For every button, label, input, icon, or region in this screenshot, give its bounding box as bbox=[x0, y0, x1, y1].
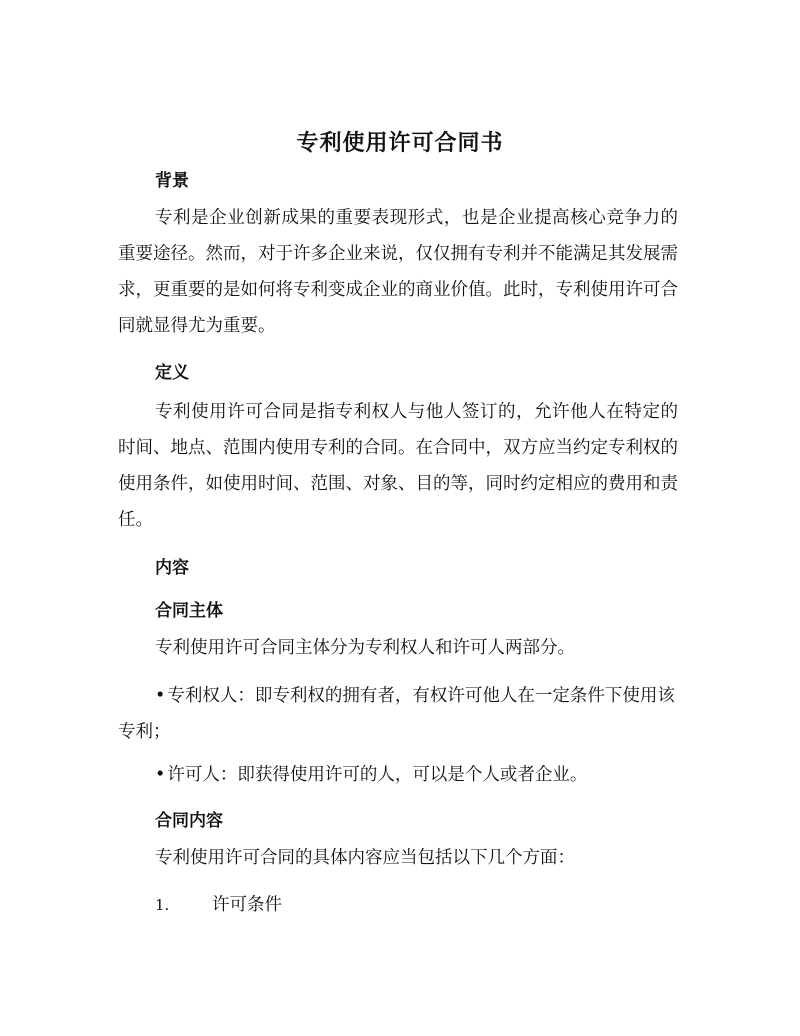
bullet-icon: • bbox=[155, 765, 166, 785]
heading-content: 内容 bbox=[155, 558, 189, 578]
bullet-item-licensee bbox=[118, 757, 678, 793]
paragraph-parties: 专利使用许可合同主体分为专利权人和许可人两部分。 bbox=[155, 638, 575, 658]
heading-background: 背景 bbox=[155, 171, 189, 191]
item-label: 许可条件 bbox=[212, 895, 282, 915]
paragraph-background: 专利是企业创新成果的重要表现形式，也是企业提高核心竞争力的重要途径。然而，对于许多企业来说，仅仅拥有专利并不能满足其发展需求，更重要的是如何将专利变成企业的商业价值。此时，专利使用许可合同就显得尤为重要。 bbox=[118, 208, 678, 336]
bullet-text: 专利权人：即专利权的拥有者，有权许可他人在一定条件下使用该专利； bbox=[118, 686, 675, 742]
item-number: 1. bbox=[155, 896, 170, 914]
document-title: 专利使用许可合同书 bbox=[296, 130, 504, 156]
bullet-item-patentee bbox=[118, 678, 678, 750]
paragraph-definition: 专利使用许可合同是指专利权人与他人签订的，允许他人在特定的时间、地点、范围内使用专利的合同。在合同中，双方应当约定专利权的使用条件，如使用时间、范围、对象、目的等，同时约定相应的费用和责任。 bbox=[118, 402, 678, 530]
numbered-item bbox=[155, 890, 282, 920]
heading-contract-content: 合同内容 bbox=[155, 811, 223, 831]
heading-definition: 定义 bbox=[155, 363, 189, 383]
bullet-icon: • bbox=[155, 686, 166, 706]
paragraph-contract-content: 专利使用许可合同的具体内容应当包括以下几个方面： bbox=[155, 848, 575, 868]
bullet-text: 许可人：即获得使用许可的人，可以是个人或者企业。 bbox=[167, 765, 588, 785]
heading-parties: 合同主体 bbox=[155, 601, 223, 621]
